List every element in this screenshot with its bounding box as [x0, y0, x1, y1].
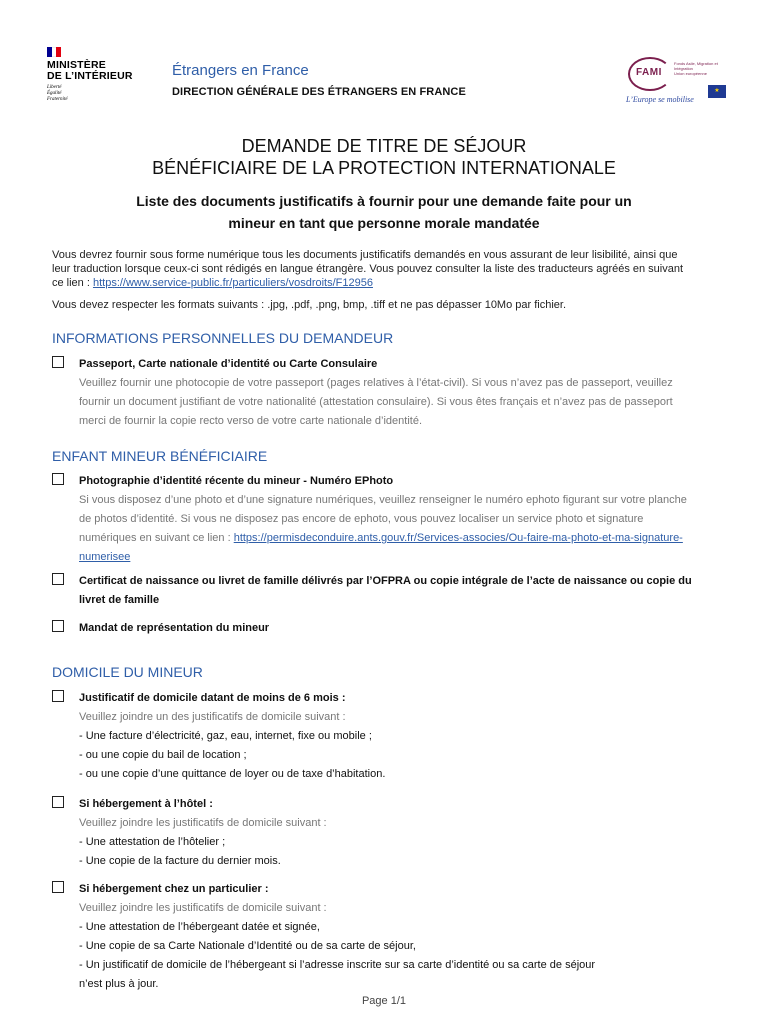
intro-paragraph: Vous devrez fournir sous forme numérique tous les documents justificatifs demandés en vous assurant de leur lisibilité, ainsi que leur traduction lorsque ceux-ci sont rédigés en langue étrangère. Vous pouvez consulter la liste des traducteurs agréés en suivant ce lien : https://www.service-public.fr/particuliers/vosdroits/F12956: [52, 249, 684, 289]
document-title-line1: DEMANDE DE TITRE DE SÉJOUR: [241, 136, 527, 156]
document-subtitle: Liste des documents justificatifs à fournir pour une demande faite pour un mineur en tant que personne morale mandatée: [136, 193, 632, 231]
checklist-item-birth-certificate: Certificat de naissance ou livret de famille délivrés par l’OFPRA ou copie intégrale de l’acte de naissance ou copie du livret de famille: [52, 572, 732, 610]
republic-motto: Liberté Égalité Fraternité: [47, 85, 68, 102]
checkbox[interactable]: [52, 881, 64, 893]
checklist-item-passport: Passeport, Carte nationale d’identité ou Carte Consulaire Veuillez fournir une photocopie de votre passeport (pages relatives à l’état-civil). Si vous n’avez pas de passeport, veuillez fournir un document justifiant de votre nationalité (attestation consulaire). Si vous êtes français et n’avez pas de passeport merci de fournir la copie recto verso de votre carte nationale d’identité.: [52, 355, 732, 431]
eu-flag-icon: ★: [708, 85, 726, 98]
checkbox[interactable]: [52, 796, 64, 808]
fami-logo: FAMI Fonds Asile, Migration et Intégration Union européenne L’Europe se mobilise ★: [626, 55, 726, 107]
document-title-line2: BÉNÉFICIAIRE DE LA PROTECTION INTERNATIONALE: [152, 158, 616, 178]
translators-link[interactable]: https://www.service-public.fr/particuliers/vosdroits/F12956: [92, 277, 373, 289]
checklist-item-hotel: Si hébergement à l’hôtel : Veuillez joindre les justificatifs de domicile suivant : - Une attestation de l’hôtelier ; - Une copie de la facture du dernier mois.: [52, 795, 732, 871]
ministry-name-line2: DE L’INTÉRIEUR: [47, 70, 133, 82]
section-personal-info: INFORMATIONS PERSONNELLES DU DEMANDEUR: [52, 330, 394, 346]
header-subtitle: DIRECTION GÉNÉRALE DES ÉTRANGERS EN FRANCE: [172, 86, 466, 98]
ephoto-link[interactable]: https://permisdeconduire.ants.gouv.fr/Services-associes/Ou-faire-ma-photo-et-ma-signature-: [233, 532, 683, 544]
checkbox[interactable]: [52, 356, 64, 368]
french-flag-icon: [47, 47, 61, 57]
checkbox[interactable]: [52, 473, 64, 485]
header-title: Étrangers en France: [172, 62, 309, 79]
formats-paragraph: Vous devez respecter les formats suivants : .jpg, .pdf, .png, bmp, .tiff et ne pas dépasser 10Mo par fichier.: [52, 299, 567, 311]
ministry-name-line1: MINISTÈRE: [47, 59, 106, 71]
ephoto-link-cont[interactable]: numerisee: [79, 551, 131, 563]
page-number: Page 1/1: [361, 995, 407, 1007]
checklist-item-mandate: Mandat de représentation du mineur: [52, 619, 732, 638]
section-domicile: DOMICILE DU MINEUR: [52, 664, 203, 680]
checkbox[interactable]: [52, 573, 64, 585]
checklist-item-private-host: Si hébergement chez un particulier : Veuillez joindre les justificatifs de domicile suivant : - Une attestation de l’hébergeant datée et signée, - Une copie de sa Carte Nationale d’Identité ou de sa carte de séjour, - Un justificatif de domicile de l’hébergeant si l’adresse inscrite sur sa carte d’identité ou sa carte de séjour n’est plus à jour.: [52, 880, 732, 994]
ministry-logo: [47, 47, 147, 103]
checkbox[interactable]: [52, 690, 64, 702]
checklist-item-domicile-proof: Justificatif de domicile datant de moins de 6 mois : Veuillez joindre un des justificatifs de domicile suivant : - Une facture d’électricité, gaz, eau, internet, fixe ou mobile ; - ou une copie du bail de location ; - ou une copie d’une quittance de loyer ou de taxe d’habitation.: [52, 689, 732, 784]
section-child: ENFANT MINEUR BÉNÉFICIAIRE: [52, 448, 268, 464]
checklist-item-photo: Photographie d’identité récente du mineur - Numéro EPhoto Si vous disposez d’une photo et d’une signature numériques, veuillez renseigner le numéro ephoto figurant sur votre planche de photos d’identité. Si vous ne disposez pas encore de ephoto, vous pouvez localiser un service photo et signature numériques en suivant ce lien : https://permisdeconduire.ants.gouv.fr/Services-associes/Ou-faire-ma-photo-et-ma-signature- numerisee: [52, 472, 732, 567]
checkbox[interactable]: [52, 620, 64, 632]
